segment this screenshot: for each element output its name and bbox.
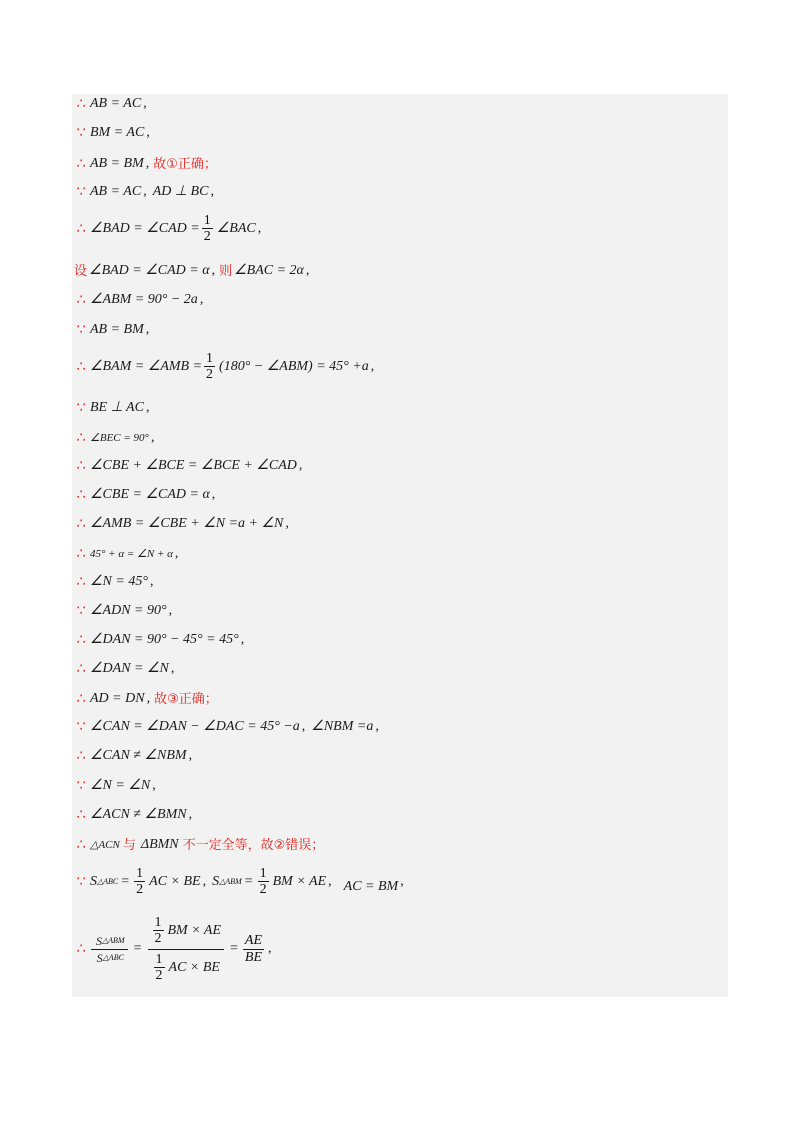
- math-expression: AB = BM: [90, 322, 144, 337]
- math-expression: △ACN: [90, 838, 120, 851]
- fraction-numerator: 1: [259, 866, 267, 881]
- fraction-numerator: 1: [136, 866, 144, 881]
- math-expression: ∠ACN ≠ ∠BMN: [90, 807, 187, 822]
- therefore-symbol: ∴: [76, 574, 86, 590]
- comma: ,: [370, 358, 375, 374]
- proof-line: [74, 431, 158, 445]
- fraction-denominator: BE: [244, 949, 263, 965]
- comma: ,: [210, 184, 214, 199]
- comma: ,: [149, 574, 154, 589]
- proof-line: [74, 720, 383, 734]
- because-symbol: ∵: [76, 873, 86, 890]
- proof-line: [74, 264, 313, 278]
- math-expression: ∠ADN = 90°: [90, 603, 167, 618]
- math-expression: ∠BAC = 2α: [234, 263, 304, 278]
- proof-line: [74, 323, 153, 337]
- because-symbol: ∵: [76, 603, 86, 619]
- equals-sign: =: [133, 941, 142, 957]
- fraction-denominator: 2: [154, 931, 162, 947]
- math-expression: ∠ABM = 90° − 2a: [90, 292, 198, 307]
- fraction-numerator: AE: [244, 933, 263, 949]
- fraction-numerator: 1: [206, 351, 214, 366]
- math-expression: BM × AE: [272, 873, 327, 889]
- because-symbol: ∵: [76, 125, 86, 141]
- comma: ,: [202, 873, 207, 889]
- therefore-symbol: ∴: [76, 941, 86, 958]
- math-expression: ΔBMN: [140, 837, 179, 852]
- comma: ,: [143, 96, 147, 111]
- math-expression: AD ⊥ BC: [152, 184, 209, 199]
- comma: ,: [168, 603, 173, 618]
- comma: ,: [145, 322, 150, 337]
- compound-fraction: [148, 915, 225, 984]
- fraction: [202, 213, 213, 245]
- math-expression: AC × BE: [149, 873, 201, 889]
- math-expression: AB = BM: [90, 156, 144, 171]
- compound-denominator: [149, 950, 223, 984]
- therefore-symbol: ∴: [76, 837, 86, 853]
- comma: ,: [145, 156, 150, 171]
- math-expression: AB = AC: [90, 184, 142, 199]
- fraction-denominator: 2: [206, 367, 214, 383]
- comma: ,: [146, 125, 150, 140]
- math-expression: ∠BAD = ∠CAD =: [90, 220, 200, 236]
- math-expression: (180° − ∠ABM) = 45° +a: [219, 358, 369, 374]
- math-expression: BM = AC: [90, 125, 145, 140]
- therefore-symbol: ∴: [76, 516, 86, 532]
- therefore-symbol: ∴: [76, 430, 86, 446]
- therefore-symbol: ∴: [76, 156, 86, 172]
- proof-line: [74, 662, 178, 676]
- comma: ,: [301, 719, 306, 734]
- proof-line: [74, 351, 378, 383]
- math-expression: ∠CBE = ∠CAD = α: [90, 487, 210, 502]
- comma: ,: [146, 691, 151, 706]
- proof-line: [74, 488, 219, 502]
- therefore-symbol: ∴: [76, 661, 86, 677]
- proof-line: [74, 401, 153, 415]
- comma: ,: [188, 807, 193, 822]
- fraction: [258, 866, 269, 898]
- because-symbol: ∵: [76, 400, 86, 416]
- comma: ,: [375, 719, 379, 734]
- proof-line: [74, 749, 196, 763]
- fraction-denominator: 2: [136, 882, 144, 898]
- proof-line: [74, 293, 207, 307]
- math-expression: ∠BAC: [216, 220, 256, 236]
- and-label: 与: [122, 837, 136, 853]
- comma: ,: [285, 516, 289, 531]
- math-expression: ∠CAN = ∠DAN − ∠DAC = 45° −a: [90, 719, 300, 734]
- proof-line: [74, 97, 151, 111]
- math-expression: ∠CBE + ∠BCE = ∠BCE + ∠CAD: [90, 458, 297, 473]
- fraction-denominator: 2: [155, 968, 163, 984]
- area-subscript: △ABM: [102, 935, 125, 945]
- proof-line: [74, 157, 217, 171]
- math-expression: ∠BAM = ∠AMB =: [90, 358, 203, 374]
- area-subscript: △ABM: [219, 876, 242, 886]
- fraction: [154, 952, 165, 984]
- comma: ,: [211, 263, 216, 278]
- area-ratio: [91, 935, 128, 964]
- math-expression: ∠N = 45°: [90, 574, 148, 589]
- proof-line: [74, 517, 293, 531]
- therefore-symbol: ∴: [76, 807, 86, 823]
- therefore-symbol: ∴: [76, 691, 86, 707]
- area-symbol: S: [96, 950, 103, 965]
- therefore-symbol: ∴: [76, 292, 86, 308]
- math-expression: ∠NBM =a: [311, 719, 374, 734]
- math-expression: ∠BEC = 90°: [90, 431, 149, 444]
- ratio-denominator: [92, 950, 127, 964]
- because-symbol: ∵: [76, 719, 86, 735]
- comma: ,: [170, 661, 175, 676]
- math-expression: AC = BM: [343, 878, 399, 894]
- area-symbol: S: [96, 933, 102, 948]
- proof-line: [74, 604, 176, 618]
- proof-line: [74, 459, 306, 473]
- math-expression: BE ⊥ AC: [90, 400, 144, 415]
- therefore-symbol: ∴: [76, 632, 86, 648]
- result-fraction: [243, 933, 264, 965]
- math-expression: 45° + α = ∠N + α: [90, 547, 173, 560]
- math-expression: ∠BAD = ∠CAD = α: [89, 263, 210, 278]
- because-symbol: ∵: [76, 778, 86, 794]
- comma: ,: [174, 546, 179, 561]
- math-expression: ∠DAN = ∠N: [90, 661, 169, 676]
- fraction: [134, 866, 145, 898]
- proof-line: [74, 185, 218, 199]
- proof-line: [74, 808, 196, 822]
- then-label: 则: [219, 263, 233, 279]
- area-symbol: S: [212, 873, 220, 889]
- comma: ,: [143, 184, 147, 199]
- math-expression: ∠CAN ≠ ∠NBM: [90, 748, 187, 763]
- math-expression: BM × AE: [167, 922, 222, 938]
- comma: ,: [400, 873, 404, 889]
- comma: ,: [211, 487, 216, 502]
- comma: ,: [298, 458, 303, 473]
- fraction-numerator: 1: [203, 213, 211, 228]
- equals-sign: =: [244, 873, 253, 889]
- proof-line: [74, 633, 248, 647]
- conclusion-note: 故①正确；: [153, 156, 217, 172]
- equals-sign: =: [230, 941, 238, 957]
- math-expression: ∠AMB = ∠CBE + ∠N =a + ∠N: [90, 516, 284, 531]
- comma: ,: [152, 778, 156, 793]
- comma: ,: [199, 292, 204, 307]
- comma: ,: [240, 632, 245, 647]
- proof-line: [74, 575, 157, 589]
- proof-line: [74, 213, 265, 245]
- proof-line: [74, 838, 324, 852]
- fraction-numerator: 1: [154, 915, 162, 930]
- fraction-denominator: 2: [259, 882, 267, 898]
- ratio-numerator: [91, 935, 128, 950]
- math-expression: AB = AC: [90, 96, 142, 111]
- therefore-symbol: ∴: [76, 487, 86, 503]
- comma: ,: [268, 941, 272, 957]
- proof-line: [74, 866, 408, 898]
- proof-line: [74, 779, 160, 793]
- proof-line: [74, 126, 154, 140]
- therefore-symbol: ∴: [76, 546, 86, 562]
- proof-line: [74, 915, 276, 984]
- fraction-denominator: 2: [203, 229, 211, 245]
- comma: ,: [150, 430, 155, 445]
- math-expression: ∠DAN = 90° − 45° = 45°: [90, 632, 239, 647]
- comma: ,: [257, 220, 262, 236]
- comma: ,: [328, 873, 332, 889]
- therefore-symbol: ∴: [76, 748, 86, 764]
- because-symbol: ∵: [76, 184, 86, 200]
- math-expression: AD = DN: [90, 691, 145, 706]
- math-expression: ∠N = ∠N: [90, 778, 151, 793]
- conclusion-note: 故③正确；: [154, 691, 218, 707]
- compound-numerator: [148, 915, 225, 950]
- fraction-numerator: 1: [155, 951, 163, 967]
- comma: ,: [188, 748, 193, 763]
- comma: ,: [305, 263, 310, 278]
- therefore-symbol: ∴: [76, 458, 86, 474]
- area-symbol: S: [90, 873, 97, 889]
- area-subscript: △ABC: [102, 952, 124, 962]
- equals-sign: =: [121, 873, 130, 889]
- fraction: [153, 915, 164, 947]
- because-symbol: ∵: [76, 322, 86, 338]
- therefore-symbol: ∴: [76, 358, 86, 375]
- comma: ,: [145, 400, 150, 415]
- conclusion-note: 不一定全等，故②错误；: [182, 837, 325, 853]
- therefore-symbol: ∴: [76, 96, 86, 112]
- proof-line: [74, 547, 182, 561]
- math-expression: AC × BE: [168, 959, 220, 975]
- let-label: 设: [74, 263, 88, 279]
- fraction: [204, 351, 215, 383]
- proof-line: [74, 692, 218, 706]
- therefore-symbol: ∴: [76, 220, 86, 237]
- area-subscript: △ABC: [97, 876, 119, 886]
